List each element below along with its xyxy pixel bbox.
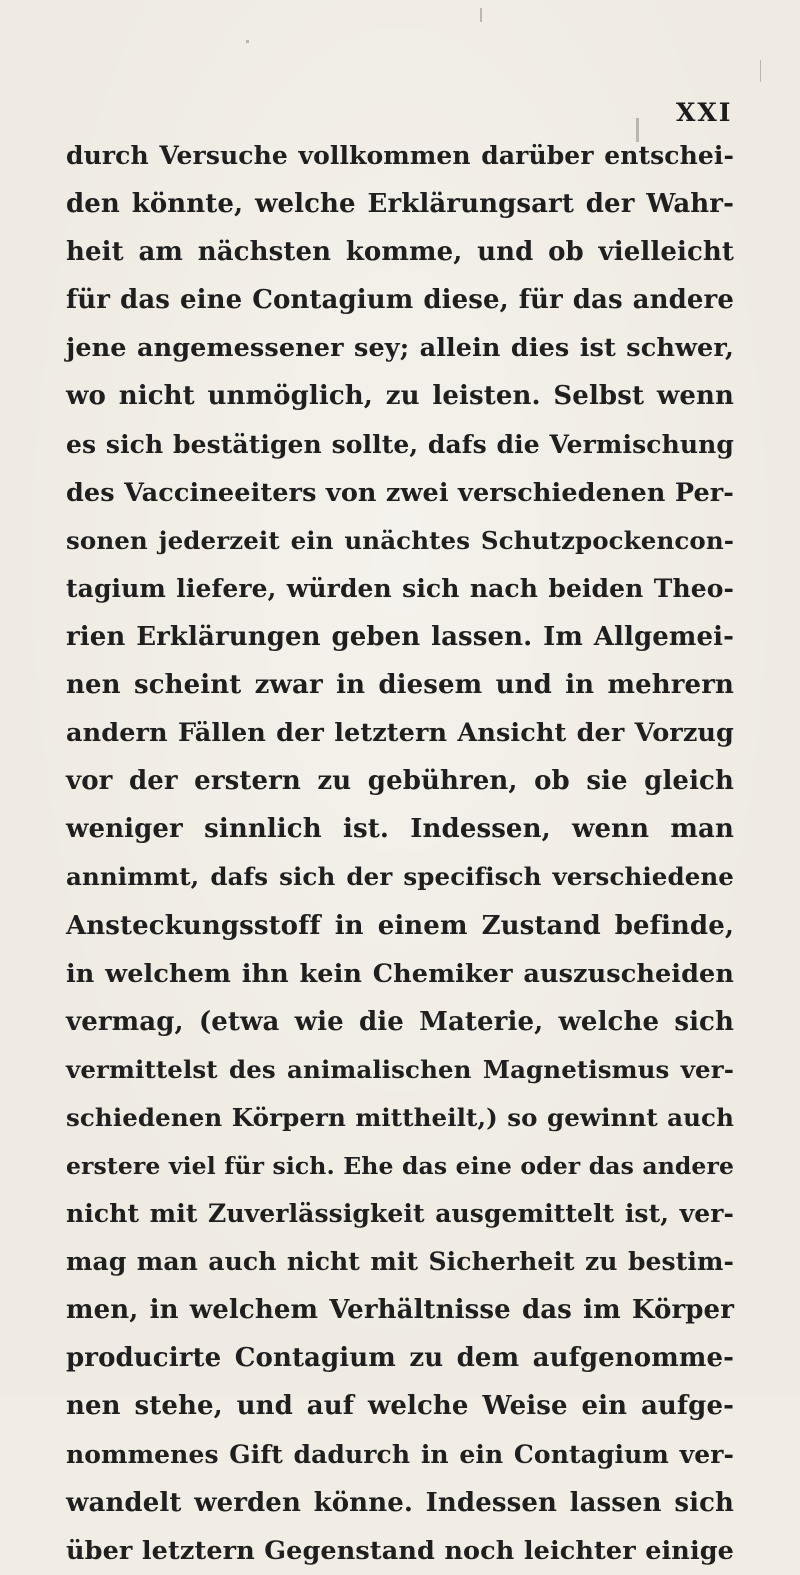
text-line: nicht mit Zuverlässigkeit ausgemittelt ist, ver- <box>66 1199 734 1229</box>
paper-speck <box>480 8 482 22</box>
text-line: den könnte, welche Erklärungsart der Wahr- <box>66 189 734 220</box>
text-line: über letztern Gegenstand noch leichter einige <box>66 1535 734 1566</box>
text-line: rien Erklärungen geben lassen. Im Allgemei- <box>66 621 734 652</box>
text-line: schiedenen Körpern mittheilt,) so gewinnt auch <box>66 1102 734 1132</box>
text-line: producirte Contagium zu dem aufgenomme- <box>66 1343 734 1374</box>
text-line: wo nicht unmöglich, zu leisten. Selbst wenn <box>66 381 734 412</box>
text-line: wandelt werden könne. Indessen lassen sich <box>66 1487 734 1518</box>
text-line: nen scheint zwar in diesem und in mehrern <box>66 670 734 701</box>
page-number: XXI <box>676 98 733 127</box>
text-line: vermag, (etwa wie die Materie, welche sich <box>66 1006 734 1037</box>
paper-speck <box>246 40 249 43</box>
text-line: men, in welchem Verhältnisse das im Körper <box>66 1295 734 1326</box>
text-line: jene angemessener sey; allein dies ist schwer, <box>66 333 734 364</box>
text-line: Ansteckungsstoff in einem Zustand befinde, <box>66 910 734 941</box>
text-line: mag man auch nicht mit Sicherheit zu bestim- <box>66 1247 734 1277</box>
text-line: es sich bestätigen sollte, dafs die Vermischung <box>66 429 734 459</box>
text-line: in welchem ihn kein Chemiker auszuscheiden <box>66 958 734 989</box>
text-line: nen stehe, und auf welche Weise ein aufge- <box>66 1391 734 1422</box>
text-line: annimmt, dafs sich der specifisch verschiedene <box>66 862 734 892</box>
text-line: nommenes Gift dadurch in ein Contagium ver- <box>66 1439 734 1469</box>
text-line: andern Fällen der letztern Ansicht der Vorzug <box>66 718 734 749</box>
text-line: des Vaccineeiters von zwei verschiedenen Per- <box>66 477 734 508</box>
text-line: tagium liefere, würden sich nach beiden Theo- <box>66 573 734 603</box>
text-line: erstere viel für sich. Ehe das eine oder das andere <box>66 1151 734 1180</box>
text-line: vor der erstern zu gebühren, ob sie gleich <box>66 766 734 797</box>
text-line: durch Versuche vollkommen darüber entschei- <box>66 141 734 170</box>
text-line: sonen jederzeit ein unächtes Schutzpockencon- <box>66 525 734 555</box>
text-line: vermittelst des animalischen Magnetismus ver- <box>66 1054 734 1084</box>
text-line: heit am nächsten komme, und ob vielleicht <box>66 237 734 268</box>
text-line: für das eine Contagium diese, für das andere <box>66 285 734 316</box>
text-line: weniger sinnlich ist. Indessen, wenn man <box>66 814 734 845</box>
paper-speck <box>760 60 761 82</box>
body-text <box>66 132 734 1575</box>
